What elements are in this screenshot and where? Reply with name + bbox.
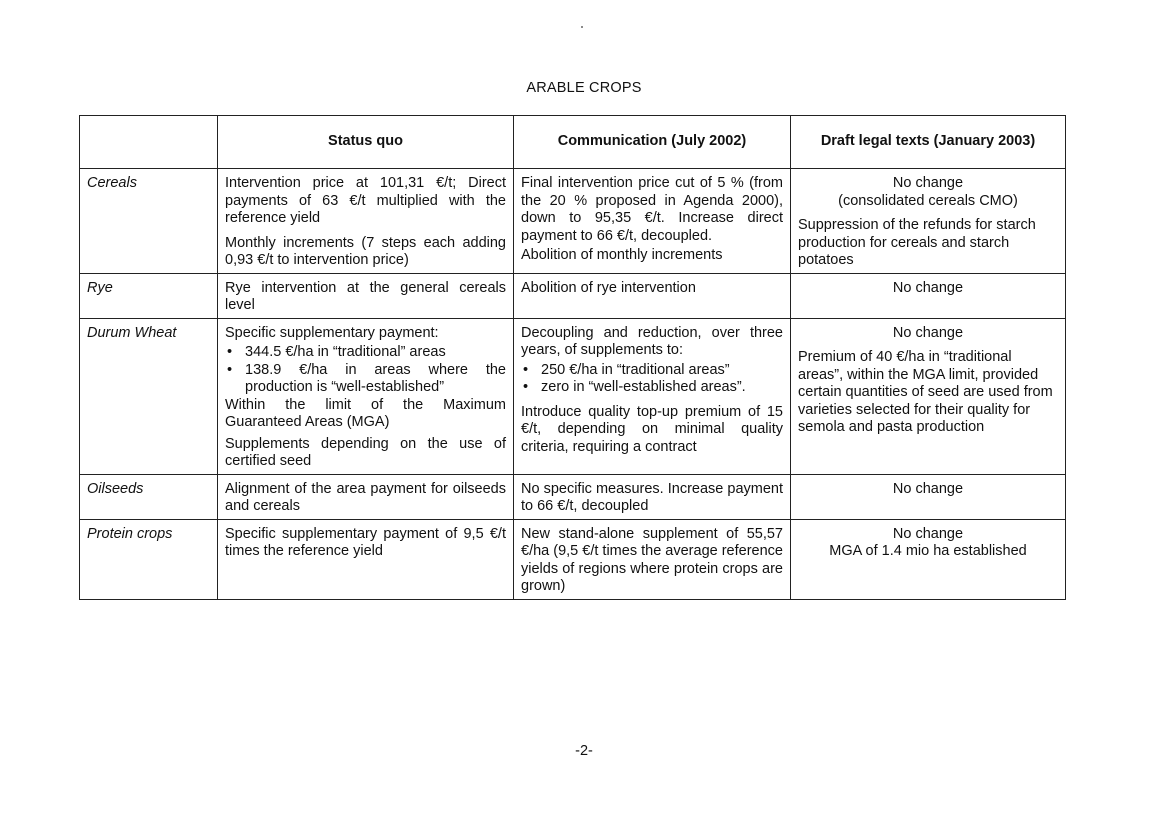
cell-oilseeds-communication [514, 474, 791, 519]
list-item: • 250 €/ha in “traditional areas” [521, 362, 783, 380]
cell-cereals-communication [514, 169, 791, 274]
cell-text: No change [892, 324, 964, 341]
cell-text: New stand-alone supplement of 55,57 €/ha (9,5 €/t times the average reference yields of regions where protein crops are grown) [521, 525, 783, 594]
bullet-list [521, 362, 783, 397]
page-number: -2- [575, 743, 593, 759]
row-label-cereals: Cereals [80, 169, 218, 274]
cell-text: Premium of 40 €/ha in “traditional areas”, within the MGA limit, provided certain quantities of seed are used from varieties selected for their quality for semola and pasta production [798, 349, 1053, 435]
table-row-durum-wheat [80, 318, 1066, 474]
table-row-cereals [80, 169, 1066, 274]
cell-text: Abolition of monthly increments [521, 247, 723, 263]
cell-oilseeds-draft [791, 474, 1066, 519]
scan-speck [581, 26, 583, 28]
cell-rye-status-quo [218, 273, 514, 318]
cell-text: No change [892, 480, 964, 497]
list-item: • 138.9 €/ha in areas where the production is “well-established” [225, 362, 506, 397]
table-row-rye [80, 273, 1066, 318]
header-communication: Communication (July 2002) [514, 116, 791, 169]
cell-oilseeds-status-quo [218, 474, 514, 519]
arable-crops-table [79, 115, 1066, 600]
cell-cereals-status-quo [218, 169, 514, 274]
cell-text: Supplements depending on the use of certified seed [225, 435, 506, 469]
cell-protein-status-quo [218, 519, 514, 599]
cell-rye-communication [514, 273, 791, 318]
row-label-oilseeds: Oilseeds [80, 474, 218, 519]
cell-text: Within the limit of the Maximum Guaranteed Areas (MGA) [225, 396, 506, 430]
row-label-rye: Rye [80, 273, 218, 318]
cell-text: Abolition of rye intervention [521, 279, 696, 296]
cell-text: Introduce quality top-up premium of 15 €/t, depending on minimal quality criteria, requiring a contract [521, 403, 783, 455]
cell-text: Final intervention price cut of 5 % (from the 20 % proposed in Agenda 2000), down to 95,35 €/t. Increase direct payment to 66 €/t, decoupled. [521, 175, 783, 244]
cell-protein-draft [791, 519, 1066, 599]
cell-text: Specific supplementary payment of 9,5 €/t times the reference yield [225, 525, 506, 559]
table-row-oilseeds [80, 474, 1066, 519]
cell-text: No change [892, 525, 964, 542]
cell-durum-draft [791, 318, 1066, 474]
cell-rye-draft [791, 273, 1066, 318]
page-title: ARABLE CROPS [526, 80, 642, 96]
header-status-quo: Status quo [218, 116, 514, 169]
cell-text: Decoupling and reduction, over three years, of supplements to: [521, 324, 783, 358]
cell-text: Specific supplementary payment: [225, 324, 439, 341]
list-item: • zero in “well-established areas”. [521, 379, 783, 397]
cell-text: Intervention price at 101,31 €/t; Direct payments of 63 €/t multiplied with the reference yield [225, 175, 506, 226]
list-item: • 344.5 €/ha in “traditional” areas [225, 344, 506, 362]
table-row-protein-crops [80, 519, 1066, 599]
cell-text: No specific measures. Increase payment to 66 €/t, decoupled [521, 480, 783, 514]
header-empty [80, 116, 218, 169]
cell-text: (consolidated cereals CMO) [838, 192, 1018, 209]
header-draft-legal-texts: Draft legal texts (January 2003) [791, 116, 1066, 169]
table-header-row [80, 116, 1066, 169]
cell-text: Monthly increments (7 steps each adding 0,93 €/t to intervention price) [225, 234, 506, 268]
cell-durum-communication [514, 318, 791, 474]
row-label-durum-wheat: Durum Wheat [80, 318, 218, 474]
row-label-protein-crops: Protein crops [80, 519, 218, 599]
cell-text: MGA of 1.4 mio ha established [829, 543, 1027, 559]
cell-durum-status-quo [218, 318, 514, 474]
cell-text: No change [892, 175, 964, 191]
bullet-list [225, 344, 506, 397]
cell-text: Suppression of the refunds for starch production for cereals and starch potatoes [798, 217, 1036, 268]
cell-protein-communication [514, 519, 791, 599]
cell-cereals-draft [791, 169, 1066, 274]
cell-text: No change [892, 279, 964, 296]
cell-text: Rye intervention at the general cereals level [225, 279, 506, 313]
cell-text: Alignment of the area payment for oilseeds and cereals [225, 480, 506, 514]
